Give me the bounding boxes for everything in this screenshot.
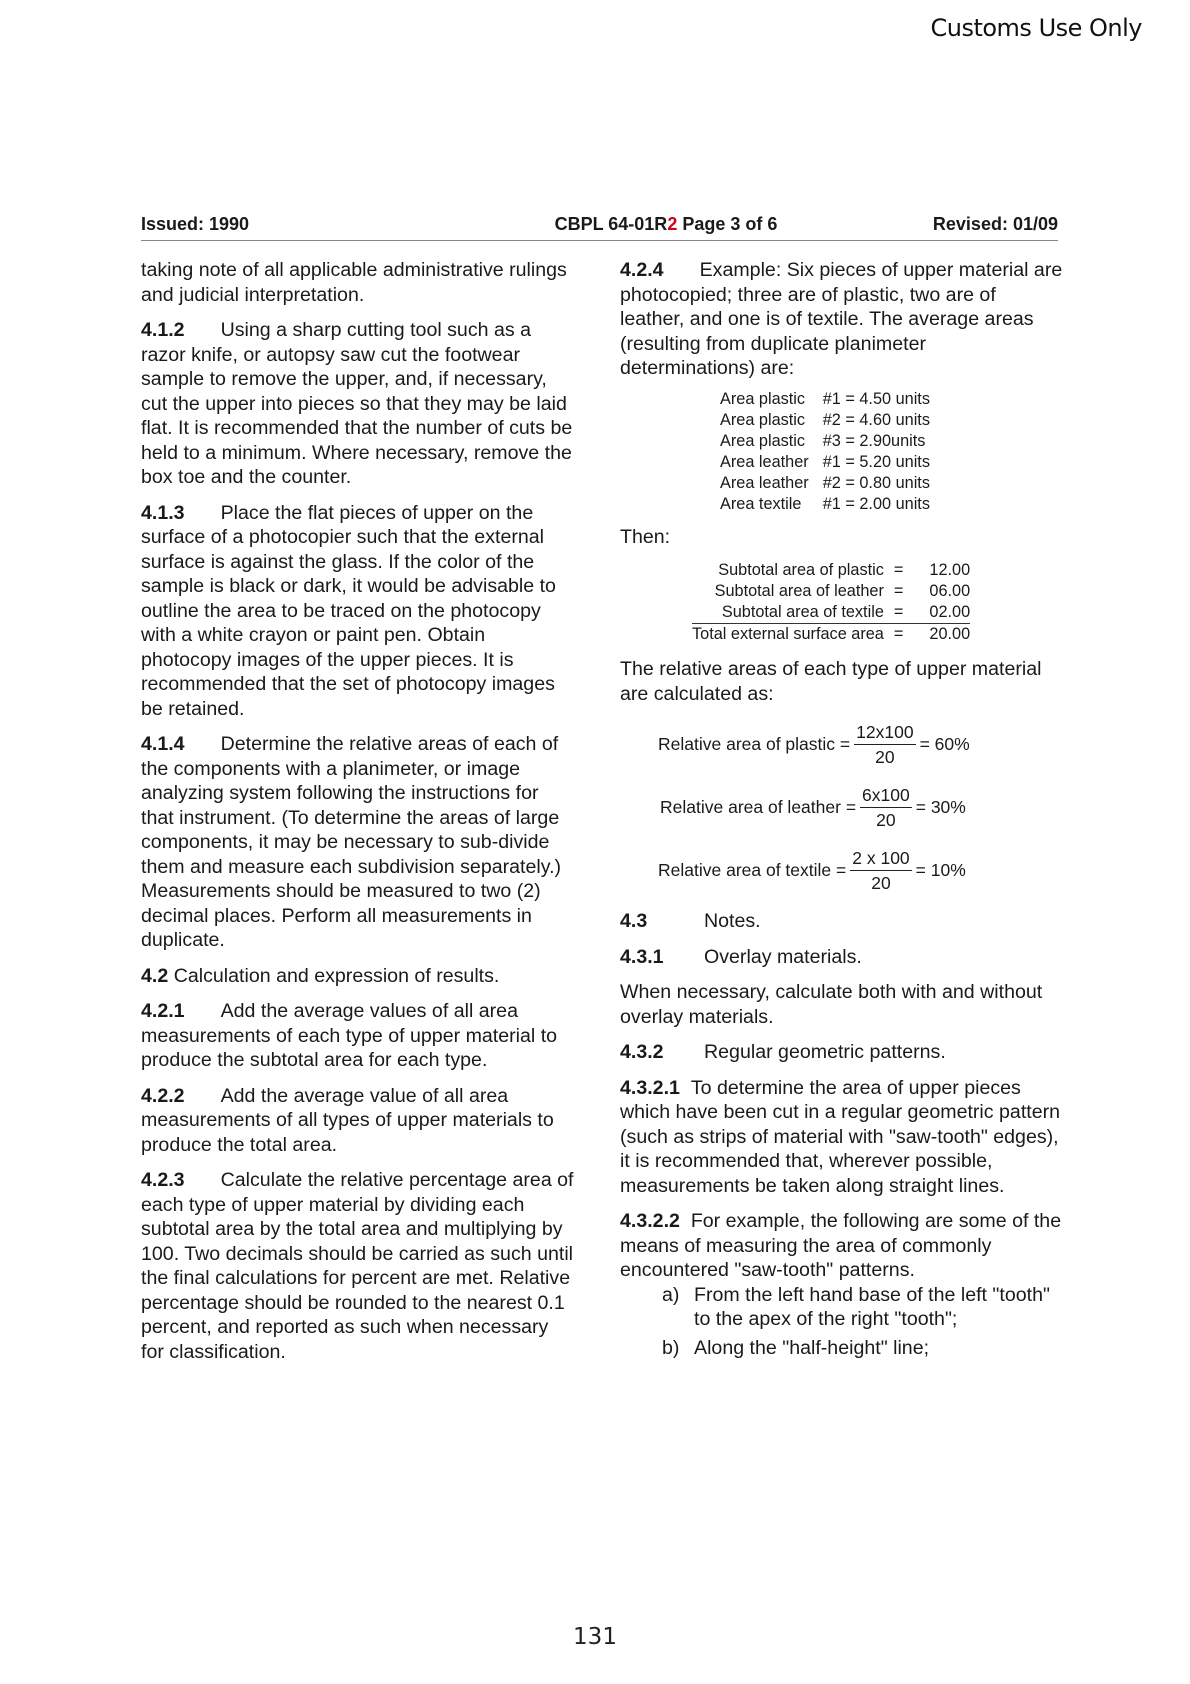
section-heading: Calculation and expression of results. <box>173 964 500 987</box>
overlay-paragraph: When necessary, calculate both with and without overlay materials. <box>620 981 1043 1028</box>
section-number: 4.2 <box>141 964 169 987</box>
section-4-2-2 <box>141 1084 576 1158</box>
section-number: 4.2.4 <box>620 259 664 281</box>
formula-label: Relative area of plastic <box>658 734 836 755</box>
subtotal-value: 02.00 <box>915 602 970 624</box>
section-4-3-2 <box>620 1040 1065 1065</box>
section-text: Add the average values of all area measurements of each type of upper material to produce the subtotal area for each type. <box>141 1000 558 1071</box>
subtotal-label: Subtotal area of plastic <box>718 561 884 579</box>
then-label: Then: <box>620 525 671 548</box>
formula-label: Relative area of textile <box>658 860 832 881</box>
doc-id-prefix: CBPL 64-01R <box>554 214 668 234</box>
total-label: Total external surface area <box>692 625 884 643</box>
subtotal-value: 06.00 <box>929 582 971 600</box>
section-number: 4.1.3 <box>141 501 185 524</box>
paragraph-continuation: taking note of all applicable administrative rulings and judicial interpretation. <box>141 259 567 306</box>
section-4-3 <box>620 909 1065 934</box>
subtotal-label: Subtotal area of leather <box>714 582 884 600</box>
area-row <box>720 389 930 410</box>
area-row <box>720 473 930 494</box>
list-text: Along the "half-height" line; <box>694 1336 930 1359</box>
section-4-1-4 <box>141 732 576 953</box>
subtotals-table <box>692 560 970 645</box>
formula-plastic: Relative area of plastic = $\frac{12x100}{20}$ = 60% <box>658 722 970 767</box>
fraction <box>860 783 912 832</box>
revised-date: Revised: 01/09 <box>932 214 1058 234</box>
list-marker: b) <box>662 1336 680 1359</box>
area-measurements-table <box>720 389 930 515</box>
page-header <box>141 214 1058 241</box>
section-text: Example: Six pieces of upper material are photocopied; three are of plastic, two are of leather, and one is of textile. The average areas (resulting from duplicate planimeter determinations) are: <box>620 259 1063 379</box>
section-heading: Overlay materials. <box>704 945 862 968</box>
section-number: 4.1.2 <box>141 319 185 341</box>
area-value: #2 = 0.80 units <box>822 473 930 492</box>
formula-label: Relative area of leather <box>660 797 841 818</box>
list-item <box>662 1283 1065 1332</box>
section-text: For example, the following are some of the means of measuring the area of commonly encountered "saw-tooth" patterns. <box>620 1210 1062 1281</box>
section-number: 4.3.2 <box>620 1041 664 1063</box>
section-4-2-3 <box>141 1168 576 1364</box>
area-value: #3 = 2.90units <box>822 431 926 450</box>
left-column <box>141 258 576 1375</box>
denominator: 20 <box>871 873 891 893</box>
section-4-2-4 <box>620 258 1065 381</box>
equals-sign: = <box>893 625 904 643</box>
page-number: 131 <box>573 1624 617 1650</box>
area-label: Area textile <box>720 494 802 513</box>
section-4-3-2-2 <box>620 1209 1065 1283</box>
page-indicator: Page 3 of 6 <box>677 214 778 234</box>
total-value: 20.00 <box>929 625 971 643</box>
area-label: Area leather <box>720 452 809 471</box>
area-value: #1 = 2.00 units <box>822 494 930 513</box>
relative-areas-intro: The relative areas of each type of upper material are calculated as: <box>620 658 1042 705</box>
section-heading: Regular geometric patterns. <box>704 1041 946 1063</box>
section-number: 4.3 <box>620 910 648 932</box>
sawtooth-methods-list <box>662 1283 1065 1361</box>
area-label: Area leather <box>720 473 809 492</box>
section-number: 4.2.1 <box>141 1000 185 1022</box>
issued-date: Issued: 1990 <box>141 214 250 234</box>
area-row <box>720 431 930 452</box>
area-row <box>720 410 930 431</box>
section-number: 4.3.1 <box>620 945 664 968</box>
section-4-3-1 <box>620 945 1065 970</box>
section-4-2-1 <box>141 999 576 1073</box>
equals-sign: = <box>884 602 916 624</box>
fraction <box>850 846 911 895</box>
subtotal-row <box>692 581 970 602</box>
fraction <box>854 720 915 769</box>
document-id <box>555 214 778 235</box>
section-4-1-3 <box>141 501 576 722</box>
formula-result: = 10% <box>915 860 966 881</box>
section-text: Calculate the relative percentage area of each type of upper material by dividing each subtotal area by the total area and multiplying by 100. Two decimals should be carried as such until the final calculations for percent are met. Relative percentage should be rounded to the nearest 0.1 percent, and reported as such when necessary for classification. <box>141 1169 574 1363</box>
subtotal-value: 12.00 <box>929 561 971 579</box>
section-text: Using a sharp cutting tool such as a razor knife, or autopsy saw cut the footwear sample to remove the upper, and, if necessary, cut the upper into pieces so that they may be laid flat. It is recommended that the number of cuts be held to a minimum. Where necessary, remove the box toe and the counter. <box>141 319 573 488</box>
numerator: 6x100 <box>860 783 912 808</box>
denominator: 20 <box>875 747 895 767</box>
subtotal-row <box>692 602 970 624</box>
area-value: #1 = 5.20 units <box>822 452 930 471</box>
area-label: Area plastic <box>720 410 806 429</box>
formula-leather: Relative area of leather = $\frac{6x100}{20}$ = 30% <box>660 785 966 830</box>
section-heading: Notes. <box>704 910 761 932</box>
equals-sign: = <box>893 561 904 579</box>
section-4-2 <box>141 964 576 989</box>
list-marker: a) <box>662 1283 680 1306</box>
area-value: #1 = 4.50 units <box>822 389 930 408</box>
customs-use-only-stamp: Customs Use Only <box>930 14 1142 42</box>
section-number: 4.3.2.1 <box>620 1076 680 1099</box>
section-text: To determine the area of upper pieces which have been cut in a regular geometric pattern (such as strips of material with "saw-tooth" edges), it is recommended that, wherever possible, measurements be taken along straight lines. <box>620 1076 1061 1197</box>
formula-textile: Relative area of textile = $\frac{2 x 100}{20}$ = 10% <box>658 848 966 893</box>
section-text: Add the average value of all area measurements of all types of upper materials to produce the total area. <box>141 1084 554 1156</box>
section-text: Place the flat pieces of upper on the surface of a photocopier such that the external surface is against the glass. If the color of the sample is black or dark, it would be advisable to outline the area to be traced on the photocopy with a white crayon or paint pen. Obtain photocopy images of the upper pieces. It is recommended that the set of photocopy images be retained. <box>141 501 556 720</box>
total-row <box>692 624 970 646</box>
numerator: 12x100 <box>854 720 915 745</box>
section-number: 4.2.2 <box>141 1084 185 1107</box>
right-column <box>620 258 1065 1360</box>
area-value: #2 = 4.60 units <box>822 410 930 429</box>
area-row <box>720 494 930 515</box>
list-item <box>662 1336 1065 1361</box>
area-label: Area plastic <box>720 389 806 408</box>
denominator: 20 <box>876 810 896 830</box>
formula-result: = 30% <box>915 797 966 818</box>
section-4-1-2 <box>141 318 576 490</box>
area-row <box>720 452 930 473</box>
subtotal-label: Subtotal area of textile <box>692 602 884 624</box>
section-4-3-2-1 <box>620 1076 1065 1199</box>
section-text: Determine the relative areas of each of the components with a planimeter, or image analyzing system following the instructions for that instrument. (To determine the areas of large components, it may be necessary to sub-divide them and measure each subdivision separately.) Measurements should be measured to two (2) decimal places. Perform all measurements in duplicate. <box>141 733 562 951</box>
section-number: 4.2.3 <box>141 1169 185 1191</box>
equals-sign: = <box>893 582 904 600</box>
doc-revision-digit: 2 <box>667 214 678 234</box>
section-number: 4.3.2.2 <box>620 1210 680 1232</box>
formula-result: = 60% <box>919 734 970 755</box>
section-number: 4.1.4 <box>141 733 185 755</box>
list-text: From the left hand base of the left "tooth" to the apex of the right "tooth"; <box>694 1283 1050 1330</box>
area-label: Area plastic <box>720 431 806 450</box>
subtotal-row <box>692 560 970 581</box>
numerator: 2 x 100 <box>850 846 911 871</box>
